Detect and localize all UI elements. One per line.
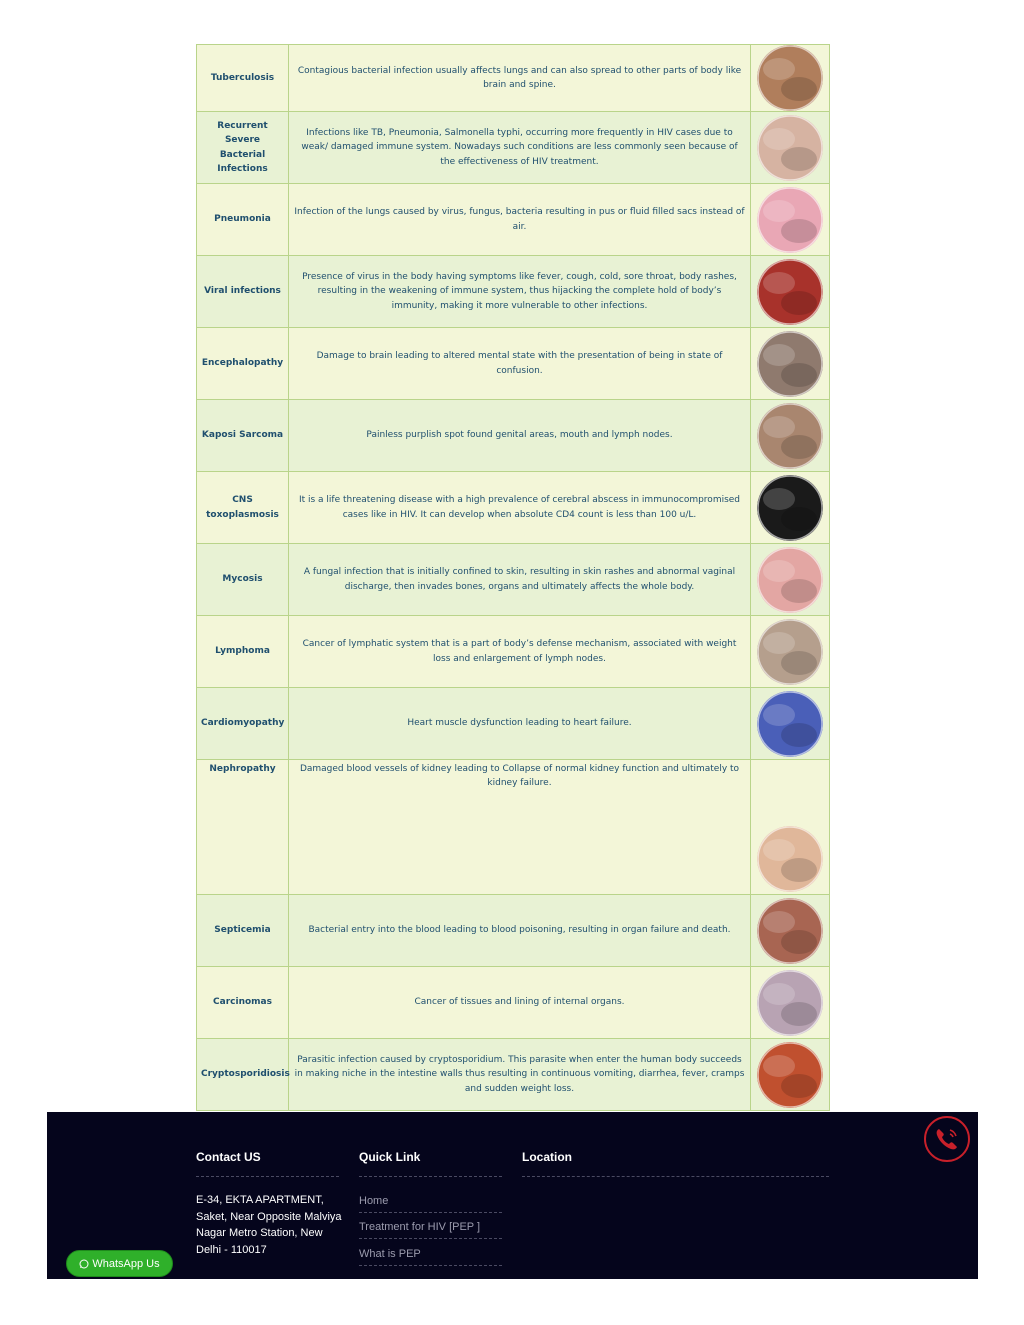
condition-description: Infection of the lungs caused by virus, fungus, bacteria resulting in pus or fluid filled sacs instead of air. (289, 184, 751, 256)
condition-row (197, 688, 830, 760)
condition-image-cell (751, 184, 830, 256)
kaposi-sarcoma-photo (757, 403, 823, 469)
quick-link-hiv-treatment[interactable]: Treatment for HIV [PEP ] (359, 1213, 502, 1239)
condition-row (197, 967, 830, 1039)
condition-description: Bacterial entry into the blood leading to blood poisoning, resulting in organ failure and death. (289, 895, 751, 967)
condition-image-cell (751, 616, 830, 688)
quick-link-what-is-pep[interactable]: What is PEP (359, 1240, 502, 1266)
condition-image-cell (751, 112, 830, 184)
condition-name: Nephropathy (197, 760, 289, 895)
septicemia-skin-photo (757, 898, 823, 964)
condition-description: Damage to brain leading to altered mental state with the presentation of being in state of confusion. (289, 328, 751, 400)
condition-row (197, 544, 830, 616)
conditions-table (196, 44, 830, 1111)
condition-name: CNS toxoplasmosis (197, 472, 289, 544)
condition-image-cell (751, 967, 830, 1039)
condition-name: Pneumonia (197, 184, 289, 256)
condition-image-cell (751, 400, 830, 472)
condition-name: Viral infections (197, 256, 289, 328)
condition-row (197, 45, 830, 112)
site-footer (47, 1112, 978, 1279)
whatsapp-label: WhatsApp Us (92, 1257, 160, 1270)
condition-image-cell (751, 256, 830, 328)
condition-description: Cancer of lymphatic system that is a part of body’s defense mechanism, associated with weight loss and enlargement of lymph nodes. (289, 616, 751, 688)
quick-link-heading: Quick Link (359, 1150, 421, 1164)
condition-image-cell (751, 472, 830, 544)
condition-row (197, 1039, 830, 1111)
condition-description: A fungal infection that is initially confined to skin, resulting in skin rashes and abnormal vaginal discharge, then invades bones, organs and ultimately affects the whole body. (289, 544, 751, 616)
condition-name: Lymphoma (197, 616, 289, 688)
condition-image-cell (751, 688, 830, 760)
condition-name: Carcinomas (197, 967, 289, 1039)
encephalopathy-photo (757, 331, 823, 397)
condition-image-cell (751, 544, 830, 616)
condition-description: Contagious bacterial infection usually affects lungs and can also spread to other parts of body like brain and spine. (289, 45, 751, 112)
condition-image-cell (751, 45, 830, 112)
condition-description: It is a life threatening disease with a high prevalence of cerebral abscess in immunocompromised cases like in HIV. It can develop when absolute CD4 count is less than 100 u/L. (289, 472, 751, 544)
condition-name: Septicemia (197, 895, 289, 967)
condition-name: Recurrent Severe Bacterial Infections (197, 112, 289, 184)
condition-image-cell (751, 328, 830, 400)
condition-row (197, 895, 830, 967)
call-button[interactable] (924, 1116, 970, 1162)
condition-row (197, 616, 830, 688)
condition-row (197, 112, 830, 184)
condition-description: Cancer of tissues and lining of internal organs. (289, 967, 751, 1039)
condition-description: Presence of virus in the body having symptoms like fever, cough, cold, sore throat, body rashes, resulting in the weakening of immune system, thus hijacking the complete hold of body’s immunity, making it more vulnerable to other infections. (289, 256, 751, 328)
carcinoma-skin-photo (757, 970, 823, 1036)
condition-image-cell (751, 1039, 830, 1111)
condition-name: Cryptosporidiosis (197, 1039, 289, 1111)
condition-name: Mycosis (197, 544, 289, 616)
condition-name: Cardiomyopathy (197, 688, 289, 760)
contact-heading: Contact US (196, 1150, 261, 1164)
heart-illustration (757, 691, 823, 757)
condition-name: Encephalopathy (197, 328, 289, 400)
whatsapp-icon (79, 1259, 89, 1269)
contact-divider (196, 1176, 339, 1177)
quick-link-divider (359, 1176, 502, 1177)
condition-image-cell (751, 895, 830, 967)
condition-description: Infections like TB, Pneumonia, Salmonella typhi, occurring more frequently in HIV cases due to weak/ damaged immune system. Nowadays such conditions are less commonly seen because of the effectiveness of HIV treatment. (289, 112, 751, 184)
whatsapp-button[interactable] (66, 1250, 173, 1277)
conditions-table-wrapper (196, 44, 829, 1111)
tuberculosis-photo (757, 45, 823, 111)
quick-link-home[interactable]: Home (359, 1187, 502, 1213)
condition-description: Damaged blood vessels of kidney leading to Collapse of normal kidney function and ultimately to kidney failure. (289, 760, 751, 895)
viral-eye-photo (757, 259, 823, 325)
condition-description: Painless purplish spot found genital areas, mouth and lymph nodes. (289, 400, 751, 472)
brain-scan-photo (757, 475, 823, 541)
condition-row (197, 256, 830, 328)
condition-name: Kaposi Sarcoma (197, 400, 289, 472)
condition-description: Parasitic infection caused by cryptosporidium. This parasite when enter the human body succeeds in making niche in the intestine walls thus resulting in continuous vomiting, diarrhea, fever, cramps and sudden weight loss. (289, 1039, 751, 1111)
lymphoma-neck-photo (757, 619, 823, 685)
pneumonia-diagram (757, 187, 823, 253)
contact-address: E-34, EKTA APARTMENT, Saket, Near Opposite Malviya Nagar Metro Station, New Delhi - 110017 (196, 1194, 342, 1256)
mycosis-skin-photo (757, 547, 823, 613)
condition-image-cell (751, 760, 830, 895)
condition-row (197, 184, 830, 256)
phone-icon (926, 1118, 968, 1160)
condition-row (197, 472, 830, 544)
condition-row (197, 400, 830, 472)
condition-row (197, 328, 830, 400)
intestine-illustration (757, 1042, 823, 1108)
condition-name: Tuberculosis (197, 45, 289, 112)
location-heading: Location (522, 1150, 572, 1164)
bacterial-infection-photo (757, 115, 823, 181)
kidney-anatomy-illustration (757, 826, 823, 892)
conditions-table-body (197, 45, 830, 1111)
location-divider (522, 1176, 829, 1177)
condition-description: Heart muscle dysfunction leading to heart failure. (289, 688, 751, 760)
condition-row (197, 760, 830, 895)
